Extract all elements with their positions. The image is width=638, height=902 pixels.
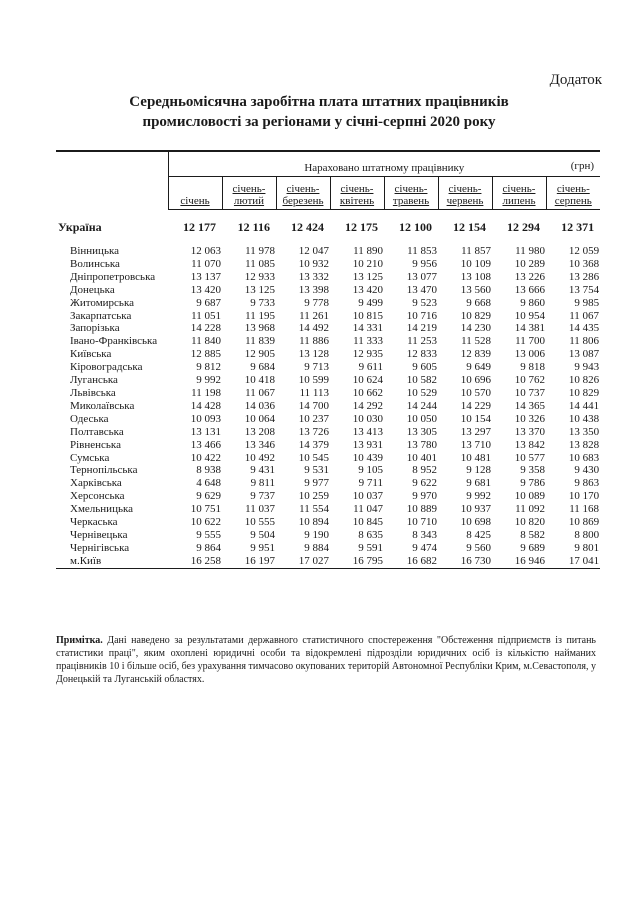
region-name: Рівненська <box>70 438 121 451</box>
salary-value: 10 259 <box>298 490 329 503</box>
salary-value: 10 582 <box>406 374 437 387</box>
salary-value: 16 946 <box>492 555 546 568</box>
salary-value: 10 368 <box>568 257 600 270</box>
salary-value: 10 710 <box>406 516 437 529</box>
salary-value: 10 698 <box>460 516 491 529</box>
salary-value: 8 952 <box>412 464 437 477</box>
salary-value: 10 829 <box>460 309 491 322</box>
salary-value: 10 932 <box>298 257 329 270</box>
salary-value: 12 177 <box>183 220 216 234</box>
salary-value: 13 226 <box>514 270 545 283</box>
salary-value: 9 689 <box>520 541 545 554</box>
region-name: Волинська <box>70 257 120 270</box>
salary-value: 16 258 <box>168 555 222 568</box>
salary-value: 14 036 <box>244 399 275 412</box>
salary-value: 12 905 <box>244 348 275 361</box>
salary-value: 10 845 <box>352 516 383 529</box>
group-header-row <box>56 151 600 177</box>
salary-value: 14 230 <box>460 322 491 335</box>
table-row <box>56 387 600 400</box>
salary-value: 11 980 <box>515 245 545 257</box>
salary-value: 11 085 <box>245 257 275 270</box>
salary-value: 11 113 <box>299 386 329 399</box>
salary-value: 10 030 <box>352 412 383 425</box>
table-row <box>56 555 600 568</box>
table-row <box>56 361 600 374</box>
salary-value: 8 425 <box>466 528 491 541</box>
salary-value: 11 886 <box>299 335 329 348</box>
region-name: Одеська <box>70 412 109 425</box>
salary-value: 10 545 <box>298 451 329 464</box>
salary-value: 10 555 <box>244 516 275 529</box>
salary-value: 10 109 <box>460 257 491 270</box>
salary-value: 13 087 <box>568 348 600 361</box>
salary-value: 10 401 <box>406 451 437 464</box>
salary-value: 10 820 <box>514 516 545 529</box>
month-header-label: січень-червень <box>446 183 484 207</box>
salary-value: 10 683 <box>568 451 600 464</box>
salary-value: 9 430 <box>574 464 600 477</box>
salary-value: 10 170 <box>568 490 600 503</box>
salary-value: 12 063 <box>190 245 221 257</box>
table-row <box>56 245 600 258</box>
salary-value: 10 829 <box>568 386 600 399</box>
salary-value: 10 289 <box>514 257 545 270</box>
region-name: Київська <box>70 348 112 361</box>
salary-value: 10 089 <box>514 490 545 503</box>
salary-value: 13 125 <box>244 283 275 296</box>
salary-value: 9 560 <box>466 541 491 554</box>
table-row <box>56 322 600 335</box>
salary-value: 13 077 <box>406 270 437 283</box>
salary-value: 10 093 <box>190 412 221 425</box>
region-name: Закарпатська <box>70 309 132 322</box>
salary-value: 11 853 <box>407 245 437 257</box>
salary-value: 8 800 <box>574 528 600 541</box>
salary-value: 13 754 <box>568 283 600 296</box>
table-row <box>56 439 600 452</box>
salary-value: 13 131 <box>190 425 221 438</box>
salary-value: 10 050 <box>406 412 437 425</box>
salary-value: 13 350 <box>568 425 600 438</box>
salary-value: 14 700 <box>298 399 329 412</box>
salary-value: 17 027 <box>276 555 330 568</box>
table-row <box>56 426 600 439</box>
salary-value: 9 713 <box>304 361 329 374</box>
units-label: (грн) <box>570 160 594 172</box>
salary-value: 12 885 <box>190 348 221 361</box>
salary-value: 13 968 <box>244 322 275 335</box>
footnote <box>56 634 596 686</box>
salary-value: 13 666 <box>514 283 545 296</box>
salary-value: 10 889 <box>406 503 437 516</box>
salary-value: 13 842 <box>514 438 545 451</box>
salary-value: 10 869 <box>568 516 600 529</box>
salary-value: 9 992 <box>466 490 491 503</box>
salary-value: 8 343 <box>412 528 437 541</box>
salary-value: 9 504 <box>250 528 275 541</box>
salary-value: 12 175 <box>345 220 378 234</box>
month-header-label: січень-лютий <box>232 183 266 207</box>
salary-value: 11 067 <box>569 309 600 322</box>
salary-value: 9 190 <box>304 528 329 541</box>
salary-value: 10 762 <box>514 374 545 387</box>
salary-value: 9 711 <box>358 477 383 490</box>
salary-value: 13 466 <box>190 438 221 451</box>
salary-value: 11 198 <box>191 386 221 399</box>
table-row <box>56 452 600 465</box>
salary-value: 12 294 <box>507 220 540 234</box>
salary-value: 11 070 <box>191 257 221 270</box>
salary-value: 9 687 <box>196 296 221 309</box>
salary-value: 14 379 <box>298 438 329 451</box>
salary-value: 10 439 <box>352 451 383 464</box>
salary-value: 9 733 <box>250 296 275 309</box>
table-row <box>56 516 600 529</box>
month-header <box>276 177 330 210</box>
salary-value: 11 806 <box>569 335 600 348</box>
table-row <box>56 529 600 542</box>
month-header <box>222 177 276 210</box>
region-name: Харківська <box>70 477 122 490</box>
table-row <box>56 477 600 490</box>
month-header <box>492 177 546 210</box>
region-name: Житомирська <box>70 296 135 309</box>
salary-table <box>56 150 600 569</box>
table-row <box>56 297 600 310</box>
salary-value: 10 577 <box>514 451 545 464</box>
salary-value: 11 333 <box>353 335 383 348</box>
salary-value: 10 954 <box>514 309 545 322</box>
salary-value: 12 154 <box>453 220 486 234</box>
salary-value: 11 890 <box>353 245 383 257</box>
month-header-label: січень <box>180 195 210 207</box>
salary-value: 13 420 <box>190 283 221 296</box>
region-name: Вінницька <box>70 245 120 257</box>
region-name: Дніпропетровська <box>70 270 156 283</box>
salary-value: 14 292 <box>352 399 383 412</box>
salary-value: 10 326 <box>514 412 545 425</box>
salary-value: 11 261 <box>299 309 329 322</box>
table-body <box>56 210 600 569</box>
salary-value: 9 531 <box>304 464 329 477</box>
salary-value: 9 555 <box>196 528 221 541</box>
salary-value: 13 828 <box>568 438 600 451</box>
salary-value: 13 137 <box>190 270 221 283</box>
salary-value: 9 668 <box>466 296 491 309</box>
salary-value: 9 629 <box>196 490 221 503</box>
salary-value: 4 648 <box>196 477 221 490</box>
month-header <box>546 177 600 210</box>
salary-value: 12 371 <box>561 220 595 234</box>
footnote-text: Дані наведено за результатами державного статистичного спостереження "Обстеження підприємств із питань статистики праці", яким охоплені юридичні особи та відокремлені підрозділи юридичних осіб із кількістю найманих працівників 10 і більше осіб, без урахування тимчасово окупованих територій Автономної Республіки Крим, м.Севастополя, у Донецькій та Луганській областях. <box>56 635 596 685</box>
salary-value: 9 474 <box>412 541 437 554</box>
salary-value: 9 812 <box>196 361 221 374</box>
national-row <box>56 210 600 246</box>
salary-value: 14 435 <box>568 322 600 335</box>
salary-value: 10 210 <box>352 257 383 270</box>
salary-value: 12 839 <box>460 348 491 361</box>
region-name: Луганська <box>70 374 118 387</box>
salary-value: 9 970 <box>412 490 437 503</box>
salary-value: 13 413 <box>352 425 383 438</box>
salary-value: 14 492 <box>298 322 329 335</box>
month-header <box>330 177 384 210</box>
salary-value: 12 933 <box>244 270 275 283</box>
salary-value: 13 006 <box>514 348 545 361</box>
salary-value: 13 420 <box>352 283 383 296</box>
salary-value: 10 037 <box>352 490 383 503</box>
salary-value: 14 381 <box>514 322 545 335</box>
salary-value: 10 422 <box>190 451 221 464</box>
salary-value: 9 977 <box>304 477 329 490</box>
salary-value: 12 059 <box>568 245 600 257</box>
salary-value: 14 441 <box>568 399 600 412</box>
salary-value: 13 108 <box>460 270 491 283</box>
salary-value: 10 751 <box>190 503 221 516</box>
region-name: Миколаївська <box>70 399 135 412</box>
region-name: Херсонська <box>70 490 125 503</box>
salary-value: 9 649 <box>466 361 491 374</box>
salary-value: 9 499 <box>358 296 383 309</box>
salary-value: 9 591 <box>358 541 383 554</box>
region-name: Чернігівська <box>70 541 130 554</box>
salary-value: 10 716 <box>406 309 437 322</box>
salary-value: 12 424 <box>291 220 324 234</box>
salary-value: 9 992 <box>196 374 221 387</box>
salary-value: 11 253 <box>407 335 437 348</box>
salary-value: 16 682 <box>384 555 438 568</box>
salary-value: 13 780 <box>406 438 437 451</box>
month-header-label: січень-липень <box>502 183 536 207</box>
salary-value: 13 931 <box>352 438 383 451</box>
salary-value: 9 943 <box>574 361 600 374</box>
salary-value: 11 092 <box>515 503 545 516</box>
salary-value: 13 125 <box>352 270 383 283</box>
salary-value: 10 737 <box>514 386 545 399</box>
month-header-label: січень-серпень <box>554 183 592 207</box>
salary-value: 10 696 <box>460 374 491 387</box>
salary-value: 13 560 <box>460 283 491 296</box>
salary-value: 13 726 <box>298 425 329 438</box>
salary-value: 13 128 <box>298 348 329 361</box>
salary-value: 12 935 <box>352 348 383 361</box>
salary-value: 14 244 <box>406 399 437 412</box>
salary-value: 9 884 <box>304 541 329 554</box>
region-name: Запорізька <box>70 322 120 335</box>
month-header <box>438 177 492 210</box>
salary-value: 10 662 <box>352 386 383 399</box>
salary-value: 9 431 <box>250 464 275 477</box>
salary-value: 9 801 <box>574 541 600 554</box>
region-name: Черкаська <box>70 516 118 529</box>
region-name: Чернівецька <box>70 528 128 541</box>
salary-value: 11 047 <box>353 503 383 516</box>
salary-value: 10 624 <box>352 374 383 387</box>
region-name: м.Київ <box>56 555 168 568</box>
salary-value: 9 128 <box>466 464 491 477</box>
salary-value: 9 956 <box>412 257 437 270</box>
salary-value: 12 047 <box>298 245 329 257</box>
salary-value: 9 737 <box>250 490 275 503</box>
region-name: Івано-Франківська <box>70 335 158 348</box>
region-name: Кіровоградська <box>70 361 143 374</box>
salary-value: 13 305 <box>406 425 437 438</box>
salary-value: 10 894 <box>298 516 329 529</box>
salary-value: 13 470 <box>406 283 437 296</box>
salary-value: 9 358 <box>520 464 545 477</box>
salary-value: 13 710 <box>460 438 491 451</box>
month-header-label: січень-березень <box>282 183 324 207</box>
salary-value: 10 064 <box>244 412 275 425</box>
table-row <box>56 258 600 271</box>
salary-value: 11 978 <box>245 245 275 257</box>
table-row <box>56 348 600 361</box>
salary-value: 9 622 <box>412 477 437 490</box>
salary-value: 11 857 <box>461 245 491 257</box>
salary-value: 9 860 <box>520 296 545 309</box>
table-row <box>56 464 600 477</box>
salary-value: 9 863 <box>574 477 600 490</box>
salary-value: 10 237 <box>298 412 329 425</box>
region-name: Тернопільська <box>70 464 138 477</box>
salary-value: 10 481 <box>460 451 491 464</box>
salary-value: 8 635 <box>358 528 383 541</box>
salary-value: 10 599 <box>298 374 329 387</box>
salary-value: 13 208 <box>244 425 275 438</box>
salary-value: 10 418 <box>244 374 275 387</box>
salary-value: 11 168 <box>569 503 600 516</box>
salary-value: 14 219 <box>406 322 437 335</box>
table-row <box>56 335 600 348</box>
region-name: Хмельницька <box>70 503 134 516</box>
salary-value: 9 778 <box>304 296 329 309</box>
salary-value: 12 100 <box>399 220 432 234</box>
salary-value: 9 684 <box>250 361 275 374</box>
salary-value: 9 985 <box>574 296 600 309</box>
salary-value: 11 840 <box>191 335 221 348</box>
table-row <box>56 284 600 297</box>
salary-value: 13 370 <box>514 425 545 438</box>
salary-value: 9 605 <box>412 361 437 374</box>
salary-value: 11 554 <box>299 503 329 516</box>
salary-value: 14 365 <box>514 399 545 412</box>
salary-value: 11 839 <box>245 335 275 348</box>
region-name: Україна <box>58 219 102 234</box>
salary-value: 13 332 <box>298 270 329 283</box>
month-header <box>384 177 438 210</box>
salary-value: 14 229 <box>460 399 491 412</box>
table-row <box>56 503 600 516</box>
salary-value: 10 529 <box>406 386 437 399</box>
table-row <box>56 271 600 284</box>
salary-value: 9 681 <box>466 477 491 490</box>
title-line-2: промисловості за регіонами у січні-серпні 2020 року <box>142 114 496 130</box>
salary-value: 10 438 <box>568 412 600 425</box>
salary-value: 14 331 <box>352 322 383 335</box>
salary-value: 12 833 <box>406 348 437 361</box>
salary-value: 13 398 <box>298 283 329 296</box>
title-line-1: Середньомісячна заробітна плата штатних працівників <box>129 94 509 110</box>
salary-value: 8 582 <box>520 528 545 541</box>
salary-value: 10 154 <box>460 412 491 425</box>
region-name: Львівська <box>70 386 116 399</box>
salary-value: 10 826 <box>568 374 600 387</box>
salary-value: 9 811 <box>250 477 275 490</box>
salary-value: 8 938 <box>196 464 221 477</box>
salary-value: 10 815 <box>352 309 383 322</box>
salary-value: 11 528 <box>461 335 491 348</box>
region-name: Сумська <box>70 451 110 464</box>
salary-value: 9 523 <box>412 296 437 309</box>
salary-value: 9 864 <box>196 541 221 554</box>
salary-value: 10 492 <box>244 451 275 464</box>
month-header-label: січень-квітень <box>339 183 375 207</box>
salary-value: 13 297 <box>460 425 491 438</box>
table-row <box>56 400 600 413</box>
region-name: Полтавська <box>70 425 124 438</box>
salary-value: 16 795 <box>330 555 384 568</box>
region-column-header <box>56 151 168 210</box>
table-row <box>56 542 600 555</box>
annex-label: Додаток <box>549 72 602 88</box>
footnote-label: Примітка. <box>56 635 103 646</box>
salary-value: 10 570 <box>460 386 491 399</box>
table-row <box>56 490 600 503</box>
salary-value: 9 105 <box>358 464 383 477</box>
salary-value: 11 067 <box>245 386 275 399</box>
salary-value: 9 951 <box>250 541 275 554</box>
salary-value: 14 228 <box>190 322 221 335</box>
month-header-label: січень-травень <box>392 183 430 207</box>
table-row <box>56 310 600 323</box>
region-name: Донецька <box>70 283 115 296</box>
salary-value: 17 041 <box>546 555 600 568</box>
salary-value: 13 286 <box>568 270 600 283</box>
salary-value: 13 346 <box>244 438 275 451</box>
salary-value: 9 786 <box>520 477 545 490</box>
salary-value: 9 611 <box>358 361 383 374</box>
salary-value: 9 818 <box>520 361 545 374</box>
group-header: Нараховано штатному працівнику <box>168 151 600 177</box>
month-header <box>168 177 222 210</box>
salary-value: 10 622 <box>190 516 221 529</box>
salary-value: 14 428 <box>190 399 221 412</box>
salary-value: 10 937 <box>460 503 491 516</box>
salary-value: 16 730 <box>438 555 492 568</box>
document-title <box>0 92 638 132</box>
table-row <box>56 413 600 426</box>
salary-value: 11 037 <box>245 503 275 516</box>
salary-value: 12 116 <box>237 220 270 234</box>
salary-value: 11 051 <box>191 309 221 322</box>
table-row <box>56 374 600 387</box>
salary-value: 11 700 <box>515 335 545 348</box>
salary-value: 11 195 <box>245 309 275 322</box>
salary-value: 16 197 <box>222 555 276 568</box>
